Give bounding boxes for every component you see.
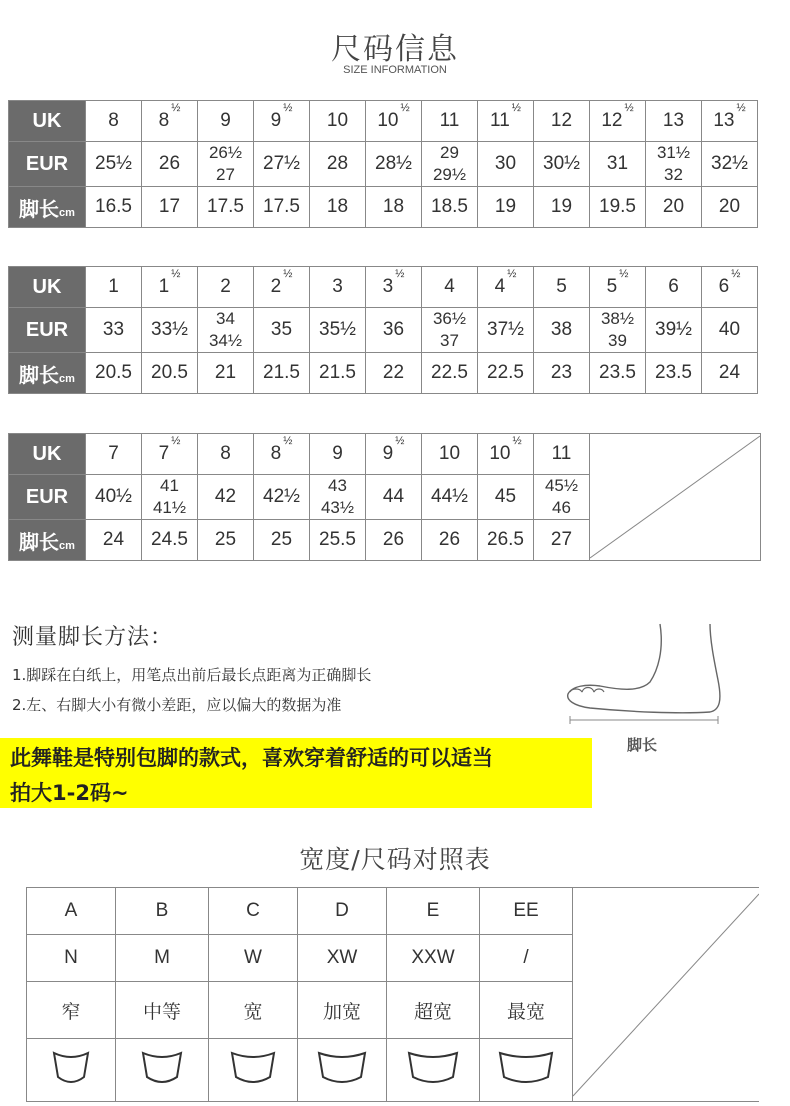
uk-header [9, 101, 86, 142]
eur-size-value: 40½ [95, 486, 132, 507]
foot-illustration-icon [560, 620, 730, 730]
shoe-width-narrow-icon [48, 1047, 94, 1087]
foot-length-cell: 25.5 [310, 520, 366, 561]
eur-size-cell [86, 308, 142, 353]
foot-length-cell: 21 [198, 353, 254, 394]
uk-size-value: 8 [270, 443, 282, 464]
foot-length-cell: 18 [310, 187, 366, 228]
foot-length-cell: 23 [534, 353, 590, 394]
uk-size-cell [142, 101, 198, 142]
uk-size-cell [366, 434, 422, 475]
width-shape-cell [480, 1039, 573, 1102]
width-shape-cell [387, 1039, 480, 1102]
foot-length-cell: 18 [366, 187, 422, 228]
width-name-cell: 加宽 [298, 982, 387, 1039]
foot-length-cell: 17.5 [198, 187, 254, 228]
page-title: 尺码信息 [331, 32, 459, 67]
foot-length-header-text: 脚长 [19, 364, 60, 387]
eur-size-value: 33½ [151, 319, 188, 340]
uk-header-text: UK [32, 442, 62, 465]
uk-half-mark: ½ [395, 268, 405, 280]
eur-size-cell [646, 308, 702, 353]
eur-size-cell [86, 142, 142, 187]
eur-header-text: EUR [25, 318, 69, 341]
uk-size-cell [86, 267, 142, 308]
uk-half-mark: ½ [511, 102, 521, 114]
uk-size-value: 5 [556, 276, 567, 297]
uk-size-value: 6 [668, 276, 679, 297]
foot-length-cell: 19 [478, 187, 534, 228]
foot-length-cell: 20 [702, 187, 758, 228]
foot-length-cell: 27 [534, 520, 590, 561]
eur-header-text: EUR [25, 152, 69, 175]
eur-size-cell [702, 142, 758, 187]
uk-half-mark: ½ [731, 268, 741, 280]
eur-size-cell [310, 475, 366, 520]
eur-size-value: 37½ [487, 319, 524, 340]
foot-length-header [9, 187, 86, 228]
foot-length-cell: 24.5 [142, 520, 198, 561]
eur-size-cell [366, 142, 422, 187]
eur-size-cell [478, 308, 534, 353]
foot-length-cell: 20.5 [142, 353, 198, 394]
eur-row [9, 308, 758, 353]
width-letter-cell: M [116, 935, 209, 982]
shoe-width-medium-icon [138, 1047, 186, 1087]
eur-size-value: 28 [326, 153, 349, 174]
uk-half-mark: ½ [400, 102, 410, 114]
foot-length-cell: 16.5 [86, 187, 142, 228]
shoe-width-extra-wide-icon [316, 1047, 368, 1087]
diagonal-line-icon [590, 434, 760, 560]
eur-size-cell [310, 142, 366, 187]
uk-size-value: 9 [332, 443, 343, 464]
foot-length-cell: 25 [254, 520, 310, 561]
uk-size-cell [478, 101, 534, 142]
width-chart-title: 宽度/尺码对照表 [299, 845, 491, 874]
foot-length-header [9, 353, 86, 394]
foot-length-cell: 18.5 [422, 187, 478, 228]
uk-size-value: 5 [606, 276, 618, 297]
eur-size-cell [366, 308, 422, 353]
uk-row [9, 434, 761, 475]
eur-size-value: 45½ 46 [544, 476, 579, 517]
width-code-cell: EE [480, 888, 573, 935]
eur-header [9, 308, 86, 353]
uk-size-cell [422, 434, 478, 475]
foot-length-cell: 25 [198, 520, 254, 561]
eur-row [9, 142, 758, 187]
uk-size-cell [86, 101, 142, 142]
eur-size-value: 33 [102, 319, 125, 340]
foot-length-row [9, 353, 758, 394]
foot-length-cell: 26 [422, 520, 478, 561]
uk-size-cell [254, 101, 310, 142]
uk-header-text: UK [32, 109, 62, 132]
uk-size-value: 3 [332, 276, 343, 297]
foot-length-header [9, 520, 86, 561]
eur-size-cell [142, 475, 198, 520]
uk-size-value: 12 [601, 110, 623, 131]
notice-banner [0, 738, 592, 808]
uk-half-mark: ½ [624, 102, 634, 114]
width-code-cell: A [27, 888, 116, 935]
foot-unit-label: cm [59, 539, 75, 552]
uk-size-value: 10 [438, 443, 461, 464]
width-name-cell: 最宽 [480, 982, 573, 1039]
eur-size-cell [254, 475, 310, 520]
foot-length-cell: 21.5 [310, 353, 366, 394]
uk-size-value: 7 [158, 443, 170, 464]
foot-length-cell: 19.5 [590, 187, 646, 228]
foot-length-cell: 17.5 [254, 187, 310, 228]
eur-size-value: 34 34½ [208, 309, 243, 350]
eur-size-value: 31 [606, 153, 629, 174]
uk-size-cell [86, 434, 142, 475]
uk-size-cell [198, 267, 254, 308]
shoe-width-wide-icon [228, 1047, 278, 1087]
eur-size-cell [422, 142, 478, 187]
eur-size-cell [254, 308, 310, 353]
eur-size-value: 43 43½ [320, 476, 355, 517]
eur-size-cell [422, 308, 478, 353]
uk-size-value: 7 [108, 443, 119, 464]
foot-length-cell: 24 [702, 353, 758, 394]
uk-size-value: 6 [718, 276, 730, 297]
eur-size-value: 45 [494, 486, 517, 507]
foot-figure-label: 脚长 [627, 736, 658, 754]
uk-half-mark: ½ [283, 268, 293, 280]
uk-size-cell [646, 267, 702, 308]
eur-size-value: 42½ [263, 486, 300, 507]
uk-size-value: 13 [713, 110, 735, 131]
uk-size-cell [422, 101, 478, 142]
method-line-2: 2.左、右脚大小有微小差距，应以偏大的数据为准 [12, 696, 342, 714]
uk-size-value: 8 [220, 443, 231, 464]
uk-size-cell [198, 101, 254, 142]
uk-size-cell [310, 101, 366, 142]
width-shape-cell [209, 1039, 298, 1102]
uk-size-cell [534, 101, 590, 142]
page-subtitle: SIZE INFORMATION [343, 64, 447, 76]
eur-size-value: 26 [158, 153, 181, 174]
eur-size-cell [534, 475, 590, 520]
uk-size-cell [702, 267, 758, 308]
uk-size-value: 3 [382, 276, 394, 297]
foot-length-cell: 22.5 [422, 353, 478, 394]
width-code-cell: B [116, 888, 209, 935]
uk-size-value: 2 [270, 276, 282, 297]
eur-size-cell [422, 475, 478, 520]
uk-header-text: UK [32, 275, 62, 298]
foot-length-cell: 17 [142, 187, 198, 228]
uk-size-cell [254, 434, 310, 475]
foot-length-cell: 23.5 [646, 353, 702, 394]
uk-size-value: 12 [550, 110, 573, 131]
uk-size-cell [590, 267, 646, 308]
uk-size-cell [646, 101, 702, 142]
width-name-cell: 超宽 [387, 982, 480, 1039]
eur-size-cell [478, 475, 534, 520]
uk-size-cell [198, 434, 254, 475]
uk-size-value: 10 [489, 443, 511, 464]
width-code-cell: D [298, 888, 387, 935]
uk-half-mark: ½ [171, 435, 181, 447]
width-letter-cell: XW [298, 935, 387, 982]
width-shape-cell [27, 1039, 116, 1102]
eur-size-cell [198, 308, 254, 353]
eur-size-value: 36 [382, 319, 405, 340]
uk-size-cell [142, 434, 198, 475]
eur-size-cell [86, 475, 142, 520]
foot-length-cell: 20 [646, 187, 702, 228]
eur-size-value: 42 [214, 486, 237, 507]
uk-size-value: 13 [662, 110, 685, 131]
foot-length-cell: 22.5 [478, 353, 534, 394]
width-name-cell: 中等 [116, 982, 209, 1039]
uk-size-value: 8 [108, 110, 119, 131]
foot-unit-label: cm [59, 372, 75, 385]
notice-line-1: 此舞鞋是特别包脚的款式，喜欢穿着舒适的可以适当 [10, 746, 493, 770]
uk-size-cell [310, 267, 366, 308]
uk-size-value: 10 [326, 110, 349, 131]
uk-size-cell [254, 267, 310, 308]
eur-size-value: 36½ 37 [432, 309, 467, 350]
foot-length-cell: 26 [366, 520, 422, 561]
size-table-2 [8, 266, 758, 394]
uk-half-mark: ½ [171, 268, 181, 280]
width-name-cell: 宽 [209, 982, 298, 1039]
eur-size-cell [590, 142, 646, 187]
eur-size-cell [198, 142, 254, 187]
eur-size-value: 39½ [655, 319, 692, 340]
uk-half-mark: ½ [395, 435, 405, 447]
eur-size-value: 44 [382, 486, 405, 507]
eur-size-value: 30½ [543, 153, 580, 174]
eur-size-cell [366, 475, 422, 520]
width-shape-cell [298, 1039, 387, 1102]
uk-size-cell [366, 267, 422, 308]
width-letter-cell: XXW [387, 935, 480, 982]
uk-half-mark: ½ [283, 435, 293, 447]
uk-size-cell [702, 101, 758, 142]
uk-half-mark: ½ [283, 102, 293, 114]
uk-size-cell [590, 101, 646, 142]
shoe-width-widest-icon [498, 1047, 554, 1087]
foot-length-cell: 26.5 [478, 520, 534, 561]
uk-size-value: 4 [494, 276, 506, 297]
uk-half-mark: ½ [512, 435, 522, 447]
foot-length-row [9, 187, 758, 228]
uk-size-value: 11 [490, 110, 510, 131]
uk-size-value: 9 [270, 110, 282, 131]
eur-size-value: 30 [494, 153, 517, 174]
size-table-3 [8, 433, 761, 561]
notice-line-2: 拍大1-2码~ [10, 781, 129, 805]
size-table-blank [590, 434, 761, 561]
foot-length-cell: 20.5 [86, 353, 142, 394]
width-code-cell: C [209, 888, 298, 935]
eur-size-cell [702, 308, 758, 353]
eur-size-value: 38½ 39 [600, 309, 635, 350]
shoe-width-super-wide-icon [406, 1047, 460, 1087]
eur-size-cell [478, 142, 534, 187]
width-name-cell: 窄 [27, 982, 116, 1039]
width-letter-cell: / [480, 935, 573, 982]
eur-size-cell [254, 142, 310, 187]
eur-size-value: 44½ [431, 486, 468, 507]
eur-header [9, 142, 86, 187]
eur-size-value: 27½ [263, 153, 300, 174]
uk-size-value: 4 [444, 276, 455, 297]
eur-size-cell [198, 475, 254, 520]
uk-size-cell [366, 101, 422, 142]
foot-length-cell: 22 [366, 353, 422, 394]
foot-length-header-text: 脚长 [19, 531, 60, 554]
eur-size-value: 40 [718, 319, 741, 340]
uk-header [9, 434, 86, 475]
eur-size-value: 38 [550, 319, 573, 340]
eur-size-value: 41 41½ [152, 476, 187, 517]
eur-size-cell [310, 308, 366, 353]
method-line-1: 1.脚踩在白纸上，用笔点出前后最长点距离为正确脚长 [12, 666, 372, 684]
eur-size-cell [534, 308, 590, 353]
uk-size-value: 9 [382, 443, 394, 464]
width-chart-table [26, 887, 759, 1102]
diagonal-line-icon [573, 890, 759, 1100]
uk-size-cell [422, 267, 478, 308]
uk-size-value: 9 [220, 110, 231, 131]
uk-size-value: 8 [158, 110, 170, 131]
foot-length-cell: 21.5 [254, 353, 310, 394]
eur-size-value: 28½ [375, 153, 412, 174]
eur-size-value: 35 [270, 319, 293, 340]
uk-half-mark: ½ [736, 102, 746, 114]
eur-size-value: 29 29½ [432, 143, 467, 184]
uk-size-cell [534, 267, 590, 308]
method-title: 测量脚长方法： [12, 625, 174, 650]
uk-size-cell [142, 267, 198, 308]
size-table-1 [8, 100, 758, 228]
uk-size-cell [534, 434, 590, 475]
eur-size-value: 31½ 32 [656, 143, 691, 184]
width-letter-cell: W [209, 935, 298, 982]
uk-size-value: 11 [439, 110, 460, 131]
width-chart-blank [573, 888, 760, 1102]
eur-size-value: 32½ [711, 153, 748, 174]
eur-header-text: EUR [25, 485, 69, 508]
width-shape-cell [116, 1039, 209, 1102]
uk-half-mark: ½ [507, 268, 517, 280]
eur-size-value: 26½ 27 [208, 143, 243, 184]
uk-half-mark: ½ [171, 102, 181, 114]
foot-unit-label: cm [59, 206, 75, 219]
foot-length-cell: 23.5 [590, 353, 646, 394]
width-code-cell: E [387, 888, 480, 935]
uk-size-cell [478, 434, 534, 475]
uk-size-value: 11 [551, 443, 572, 464]
eur-size-cell [142, 142, 198, 187]
eur-size-cell [534, 142, 590, 187]
uk-size-value: 10 [377, 110, 399, 131]
eur-size-cell [142, 308, 198, 353]
width-code-row [27, 888, 760, 935]
eur-size-value: 25½ [95, 153, 132, 174]
eur-header [9, 475, 86, 520]
eur-size-cell [590, 308, 646, 353]
uk-size-value: 1 [108, 276, 119, 297]
uk-size-cell [478, 267, 534, 308]
foot-length-cell: 24 [86, 520, 142, 561]
uk-header [9, 267, 86, 308]
uk-size-cell [310, 434, 366, 475]
uk-row [9, 101, 758, 142]
uk-half-mark: ½ [619, 268, 629, 280]
width-letter-cell: N [27, 935, 116, 982]
uk-size-value: 2 [220, 276, 231, 297]
eur-size-value: 35½ [319, 319, 356, 340]
uk-row [9, 267, 758, 308]
eur-size-cell [646, 142, 702, 187]
foot-length-header-text: 脚长 [19, 198, 60, 221]
foot-length-cell: 19 [534, 187, 590, 228]
uk-size-value: 1 [158, 276, 170, 297]
